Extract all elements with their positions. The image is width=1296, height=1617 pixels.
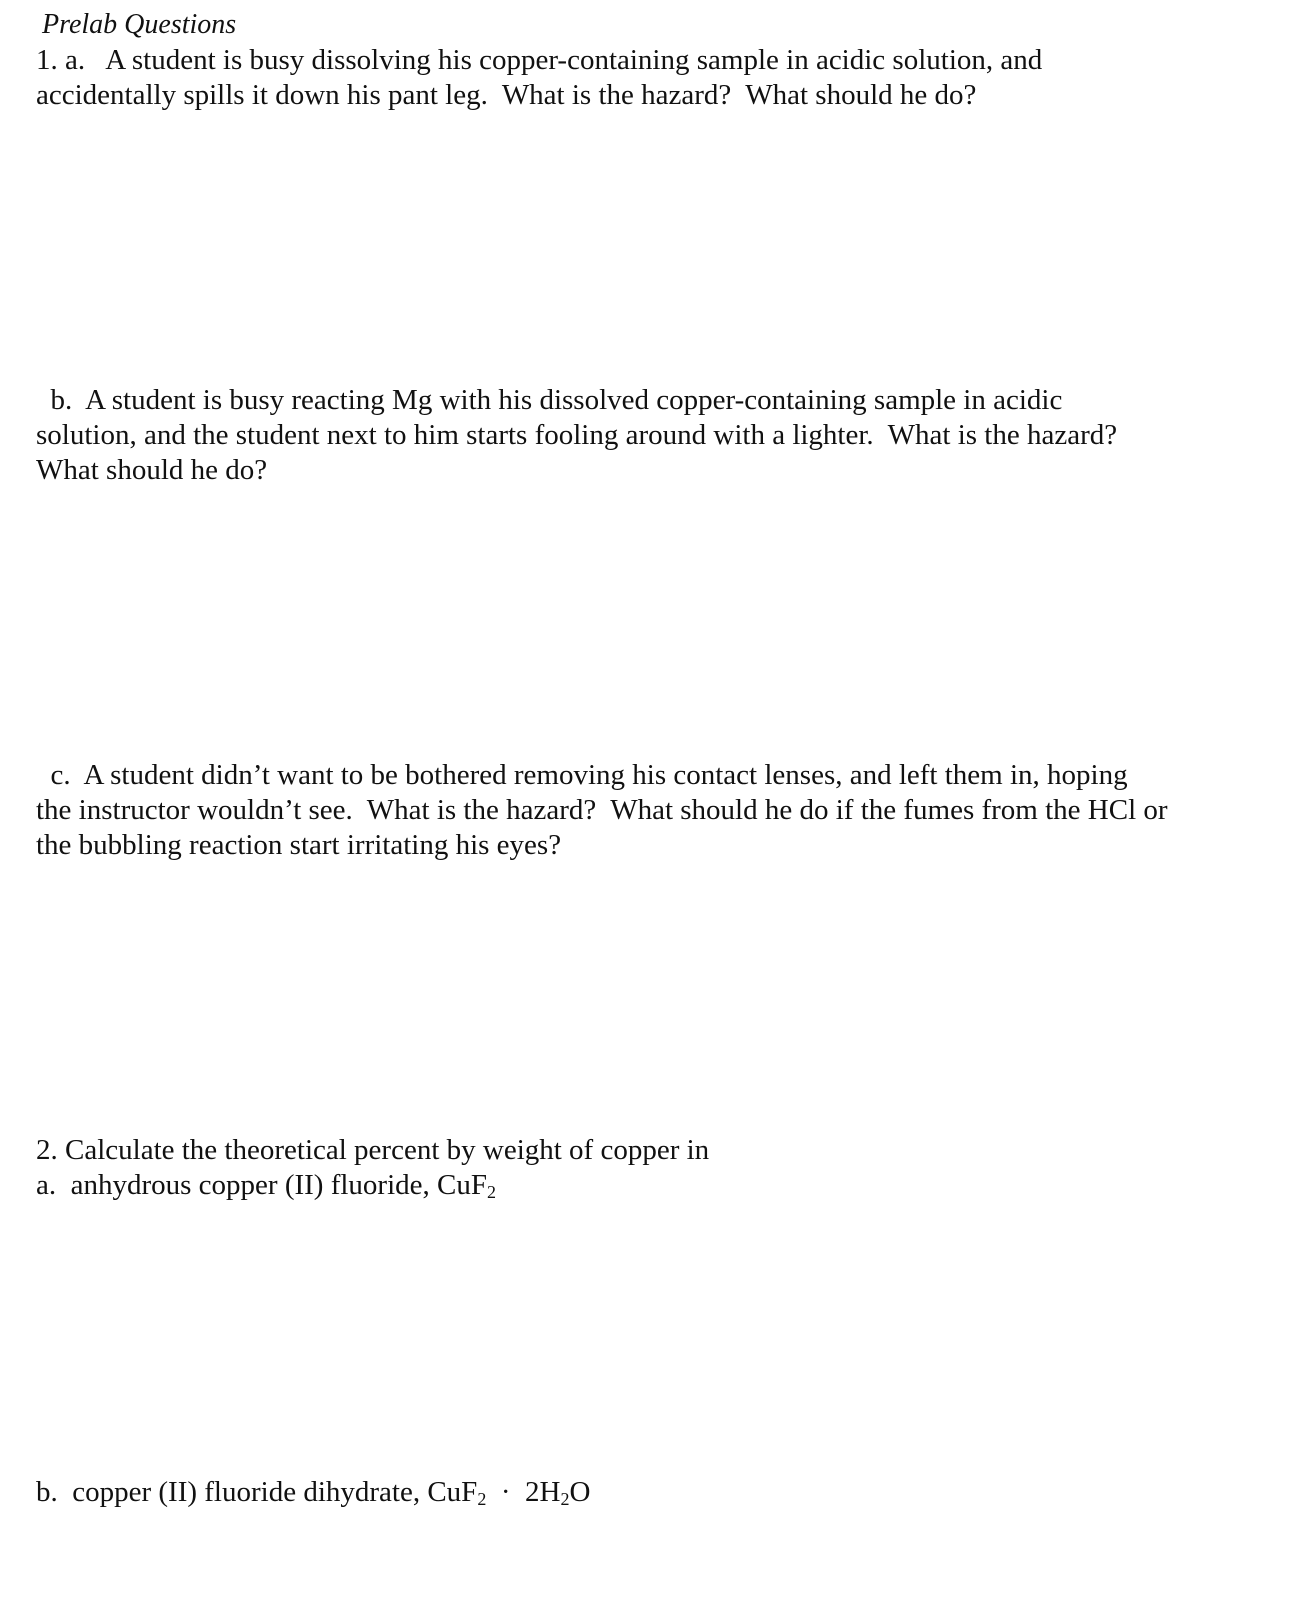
question-2a-subscript: 2 bbox=[487, 1182, 496, 1202]
question-2b-subscript-1: 2 bbox=[477, 1489, 487, 1509]
question-2b bbox=[36, 1475, 1266, 1510]
question-1c bbox=[36, 758, 1266, 863]
question-1c-line-2: the instructor wouldn’t see. What is the hazard? What should he do if the fumes from the HCl or bbox=[36, 794, 1168, 826]
question-2 bbox=[36, 1133, 1266, 1203]
question-1a bbox=[36, 43, 1266, 113]
question-2-intro: 2. Calculate the theoretical percent by weight of copper in bbox=[36, 1134, 710, 1166]
question-1b-line-2: solution, and the student next to him starts fooling around with a lighter. What is the hazard? bbox=[36, 419, 1118, 451]
question-1c-line-1: c. A student didn’t want to be bothered removing his contact lenses, and left them in, hoping bbox=[36, 759, 1128, 791]
question-1c-line-3: the bubbling reaction start irritating his eyes? bbox=[36, 829, 562, 861]
question-1a-line-1: 1. a. A student is busy dissolving his copper-containing sample in acidic solution, and bbox=[36, 44, 1043, 76]
question-2b-text-end: O bbox=[569, 1476, 591, 1508]
question-2a bbox=[36, 1168, 1266, 1203]
question-2b-line bbox=[36, 1475, 1266, 1510]
question-1a-line-2: accidentally spills it down his pant leg. What is the hazard? What should he do? bbox=[36, 79, 977, 111]
question-2b-dot: · 2H bbox=[486, 1476, 561, 1508]
question-2a-text: a. anhydrous copper (II) fluoride, CuF bbox=[36, 1169, 487, 1201]
question-2b-text: b. copper (II) fluoride dihydrate, CuF bbox=[36, 1476, 478, 1508]
question-1b bbox=[36, 383, 1266, 488]
question-2b-subscript-2: 2 bbox=[560, 1489, 570, 1509]
question-1b-line-3: What should he do? bbox=[36, 454, 268, 486]
page-heading: Prelab Questions bbox=[42, 9, 237, 40]
question-1b-line-1: b. A student is busy reacting Mg with his dissolved copper-containing sample in acidic bbox=[36, 384, 1063, 416]
